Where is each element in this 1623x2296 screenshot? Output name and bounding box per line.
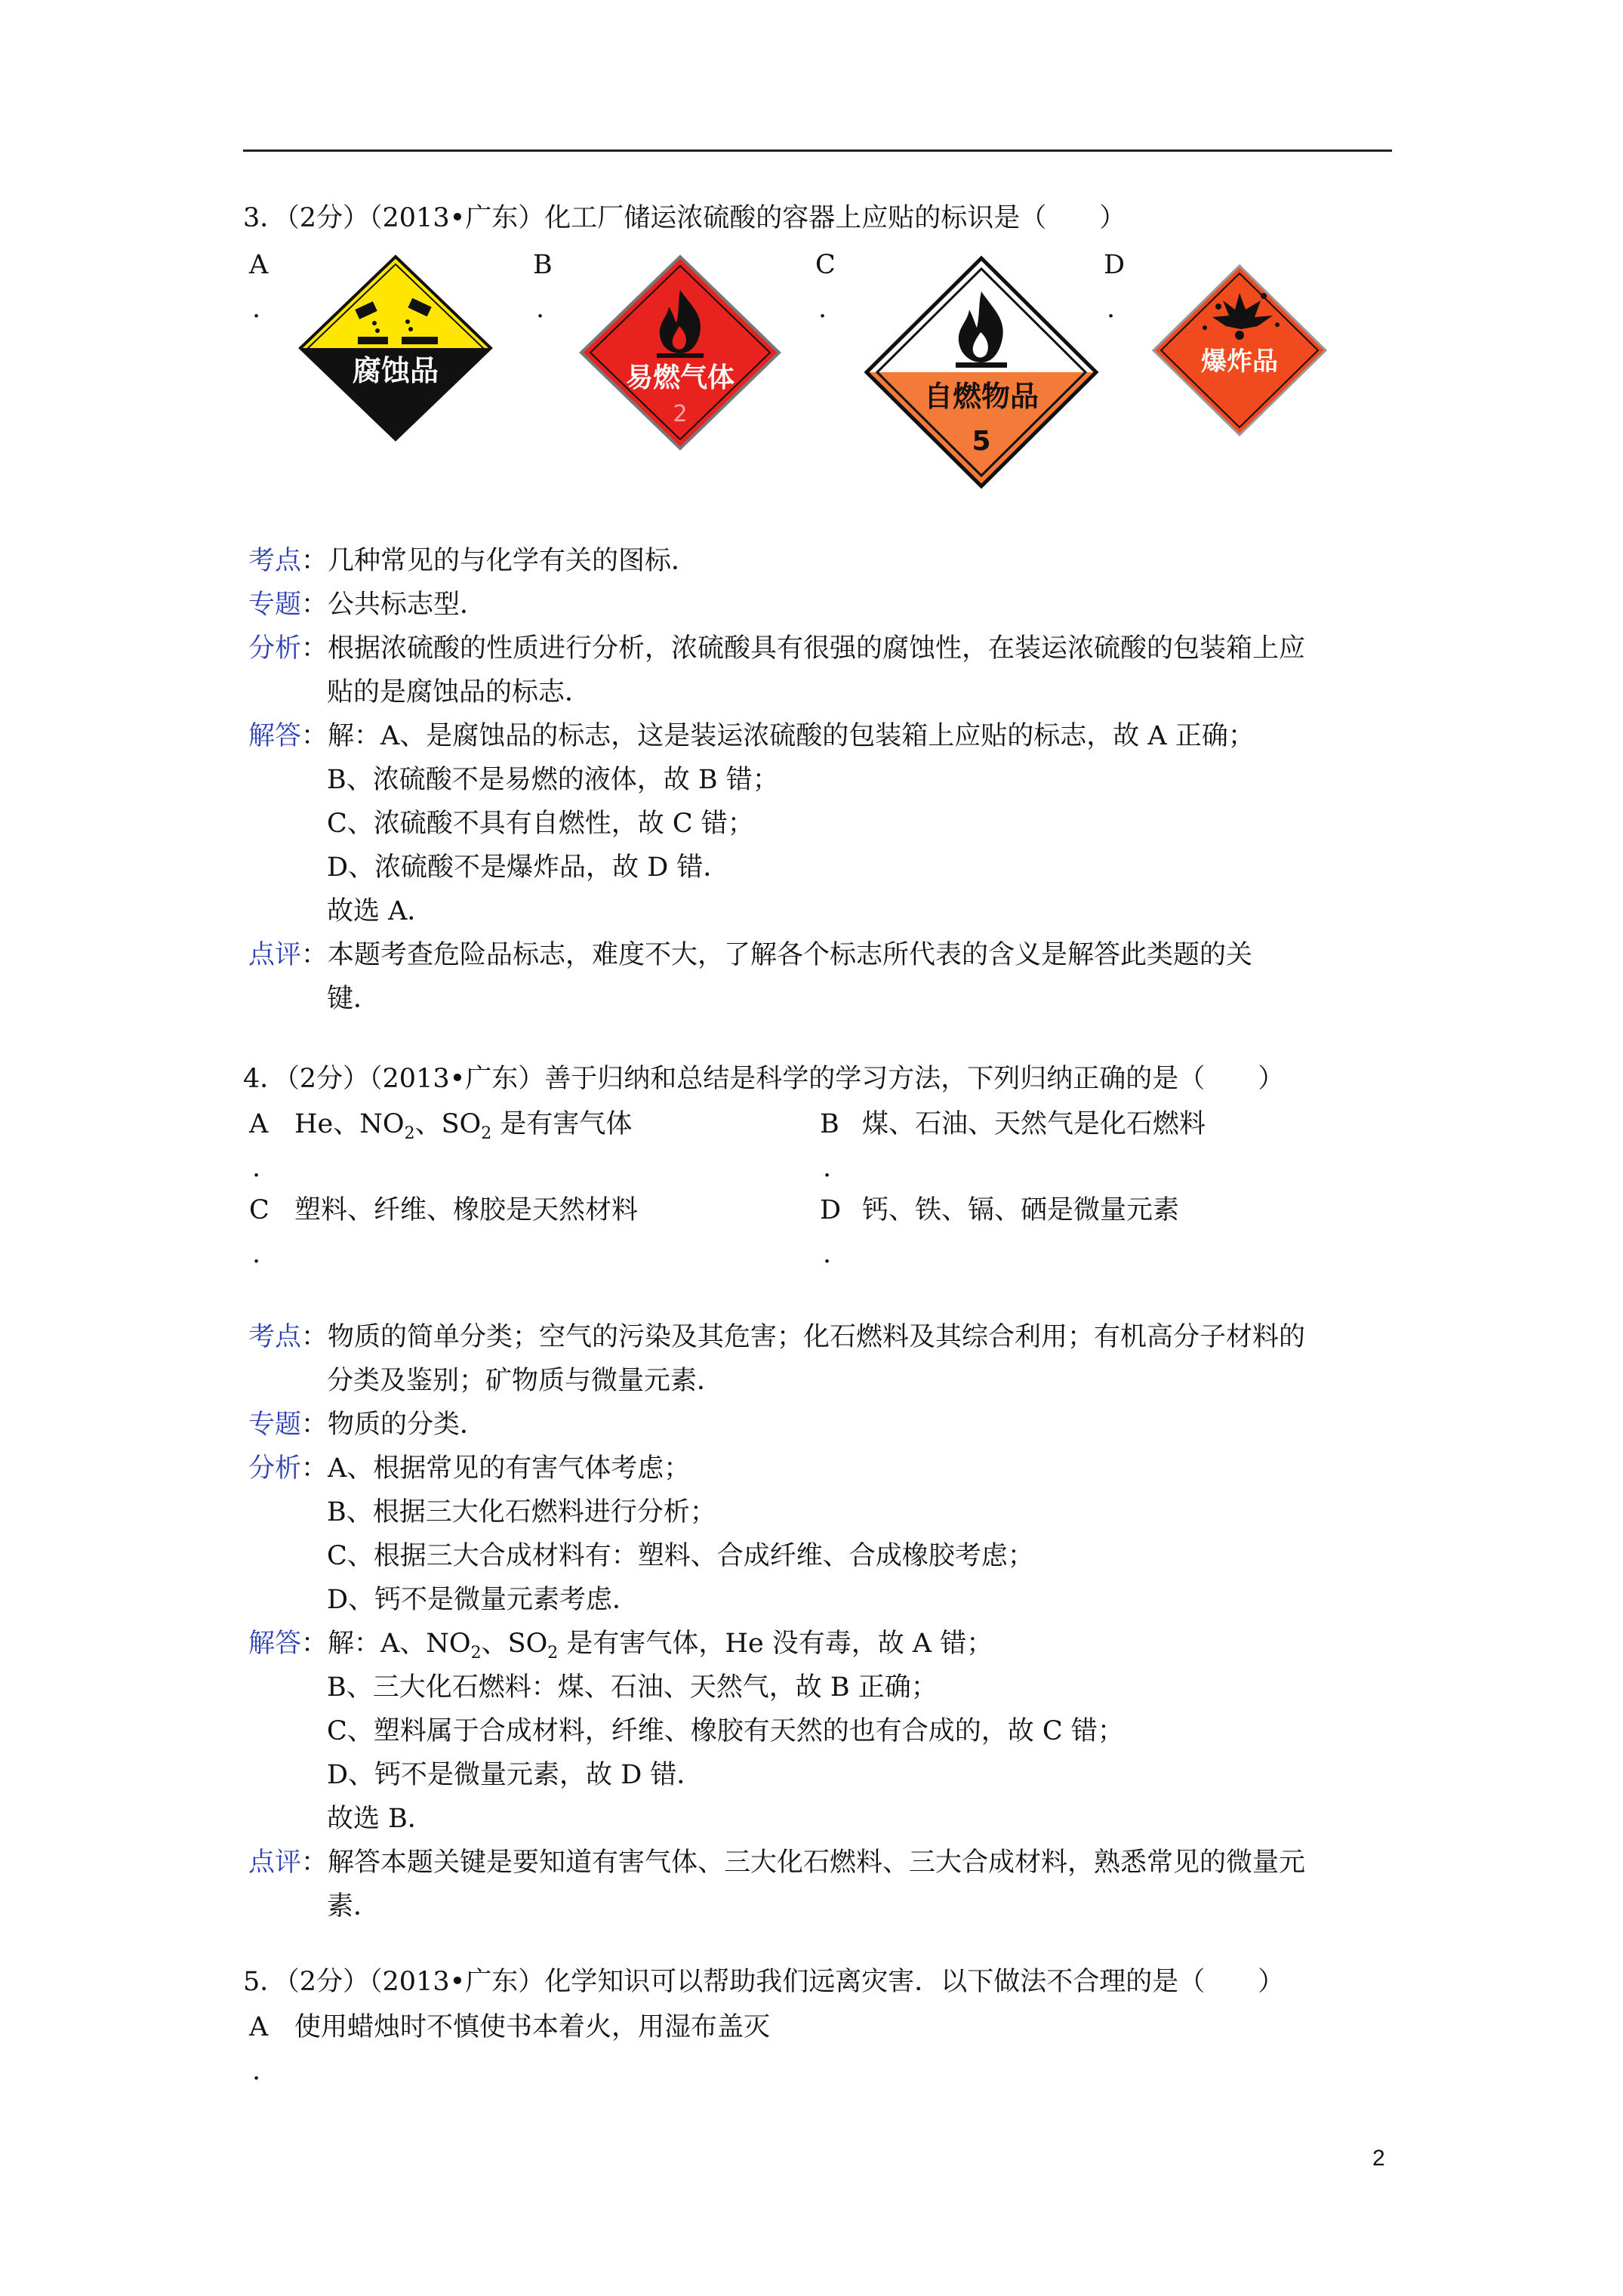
q4-kaodian: 考点：物质的简单分类；空气的污染及其危害；化石燃料及其综合利用；有机高分子材料的 [248, 1322, 1306, 1352]
explosive-sign-text: 爆炸品 [1201, 347, 1278, 377]
q3-dianping: 点评：本题考查危险品标志，难度不大，了解各个标志所代表的含义是解答此类题的关 [248, 940, 1253, 970]
corrosive-sign [296, 252, 495, 444]
corrosive-sign-text: 腐蚀品 [352, 354, 439, 387]
q4-dianping: 点评：解答本题关键是要知道有害气体、三大化石燃料、三大合成材料，熟悉常见的微量元 [248, 1848, 1306, 1878]
q3-option-b-letter: B [533, 250, 553, 280]
option-dot: . [252, 1239, 261, 1269]
q4-zhuanti: 专题：物质的分类． [248, 1410, 487, 1440]
q4-option-a-letter: A [249, 1109, 269, 1139]
flammable-gas-sign [578, 254, 782, 451]
q3-kaodian: 考点：几种常见的与化学有关的图标． [248, 546, 698, 576]
q4-option-a-text: He、$NO_2$、$SO_2$ 是有害气体 [294, 1109, 633, 1143]
q4-jieda: 解答：解：A、$NO_2$、$SO_2$ 是有害气体，He 没有毒，故 A 错； [248, 1629, 993, 1663]
q3-dianping-line2: 键． [327, 984, 380, 1014]
q3-option-a-letter: A [249, 250, 269, 280]
q5-option-a-text: 使用蜡烛时不慎使书本着火，用湿布盖灭 [294, 2012, 771, 2042]
option-dot: . [536, 294, 545, 324]
q3-jieda-line4: D、浓硫酸不是爆炸品，故 D 错． [327, 852, 730, 883]
q4-option-b-text: 煤、石油、天然气是化石燃料 [862, 1109, 1206, 1139]
q3-jieda-line2: B、浓硫酸不是易燃的液体，故 B 错； [327, 765, 779, 795]
q5-option-a-letter: A [249, 2012, 269, 2042]
q4-fenxi-line3: C、根据三大合成材料有：塑料、合成纤维、合成橡胶考虑； [327, 1541, 1034, 1571]
q4-jieda-line3: C、塑料属于合成材料，纤维、橡胶有天然的也有合成的，故 C 错； [327, 1716, 1124, 1746]
q3-stem: 3．（2分）（2013•广东）化工厂储运浓硫酸的容器上应贴的标识是（ ） [243, 203, 1126, 233]
option-dot: . [252, 2056, 261, 2086]
q3-fenxi: 分析：根据浓硫酸的性质进行分析，浓硫酸具有很强的腐蚀性，在装运浓硫酸的包装箱上应 [248, 633, 1306, 664]
q3-zhuanti: 专题：公共标志型． [248, 590, 487, 620]
q4-dianping-line2: 素． [327, 1891, 380, 1922]
option-dot: . [252, 1153, 261, 1183]
q4-option-b-letter: B [820, 1109, 839, 1139]
q5-stem: 5．（2分）（2013•广东）化学知识可以帮助我们远离灾害．以下做法不合理的是（ ） [243, 1967, 1285, 1997]
option-dot: . [823, 1153, 832, 1183]
explosive-sign [1150, 263, 1329, 438]
flammable-gas-sign-text: 易燃气体 [625, 362, 735, 393]
option-dot: . [823, 1239, 832, 1269]
spontaneous-combustion-sign-number: 5 [972, 426, 991, 457]
q4-option-c-text: 塑料、纤维、橡胶是天然材料 [294, 1195, 639, 1225]
header-rule [243, 149, 1392, 152]
spontaneous-combustion-sign-text: 自燃物品 [923, 380, 1039, 413]
q4-fenxi-line4: D、钙不是微量元素考虑． [327, 1585, 639, 1615]
q4-option-d-letter: D [820, 1195, 842, 1225]
option-dot: . [1107, 294, 1116, 324]
q3-jieda: 解答：解：A、是腐蚀品的标志，这是装运浓硫酸的包装箱上应贴的标志，故 A 正确； [248, 721, 1255, 751]
q4-fenxi-line2: B、根据三大化石燃料进行分析； [327, 1497, 716, 1527]
q4-kaodian-line2: 分类及鉴别；矿物质与微量元素． [327, 1366, 724, 1396]
q4-jieda-line4: D、钙不是微量元素，故 D 错． [327, 1760, 704, 1790]
q4-stem: 4．（2分）（2013•广东）善于归纳和总结是科学的学习方法，下列归纳正确的是（ ） [243, 1064, 1285, 1094]
q4-option-c-letter: C [249, 1195, 269, 1225]
q4-jieda-line5: 故选 B． [327, 1804, 434, 1834]
q4-fenxi: 分析：A、根据常见的有害气体考虑； [248, 1453, 691, 1484]
q3-option-d-letter: D [1104, 250, 1126, 280]
spontaneous-combustion-sign [861, 252, 1102, 492]
page-number: 2 [1372, 2146, 1385, 2171]
q3-option-c-letter: C [815, 250, 836, 280]
q3-jieda-line3: C、浓硫酸不具有自燃性，故 C 错； [327, 809, 754, 839]
q3-jieda-line5: 故选 A． [327, 896, 434, 926]
q3-fenxi-line2: 贴的是腐蚀品的标志． [327, 677, 592, 707]
option-dot: . [818, 294, 827, 324]
flammable-gas-sign-number: 2 [673, 401, 688, 427]
option-dot: . [252, 294, 261, 324]
q4-option-d-text: 钙、铁、镉、硒是微量元素 [862, 1195, 1180, 1225]
q4-jieda-line2: B、三大化石燃料：煤、石油、天然气，故 B 正确； [327, 1672, 938, 1703]
